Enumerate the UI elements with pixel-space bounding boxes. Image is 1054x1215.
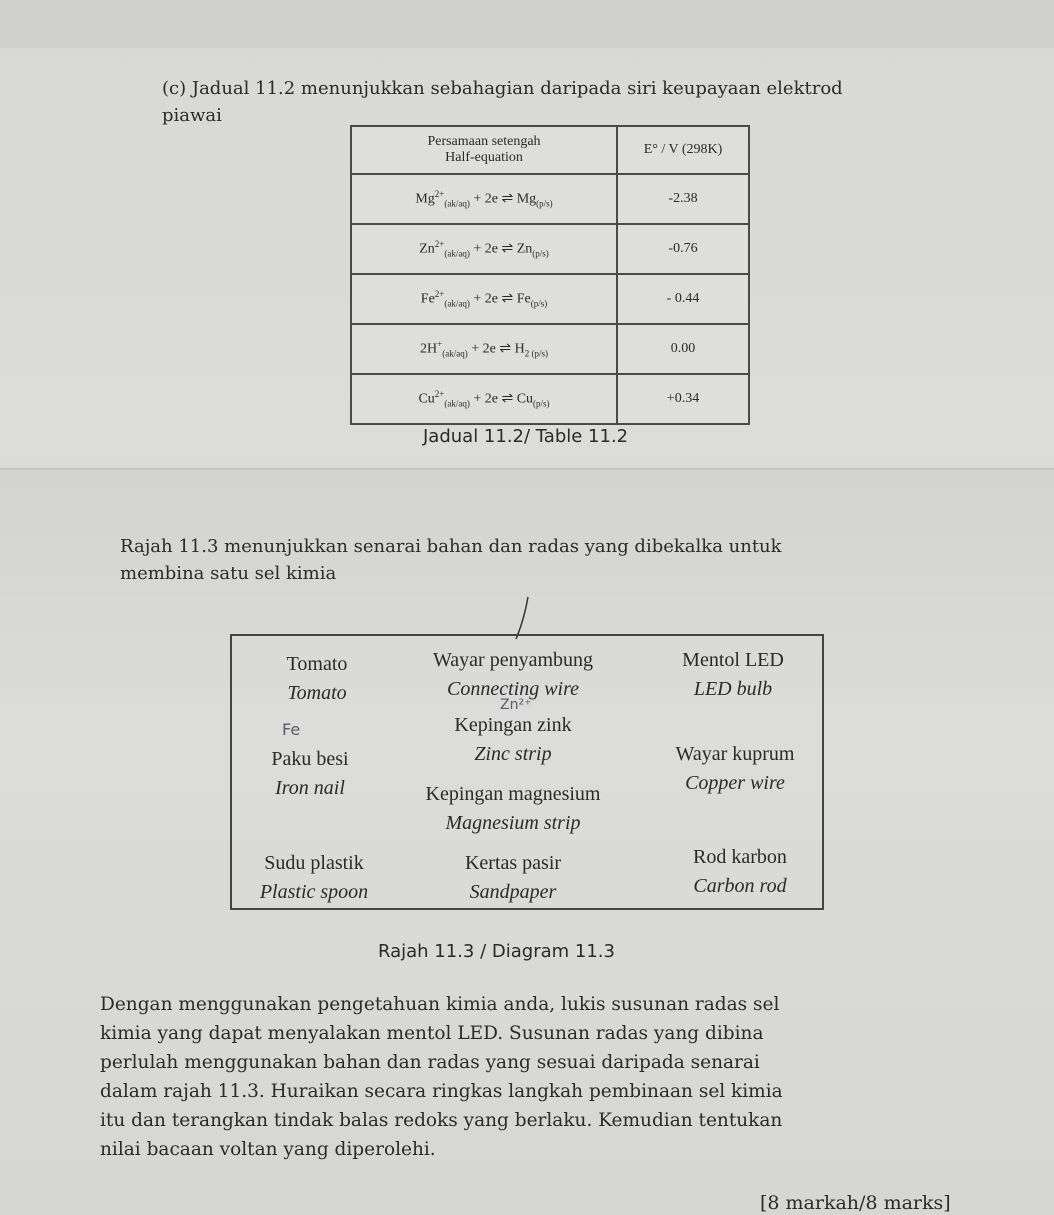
marks: [8 markah/8 marks] — [760, 1192, 951, 1214]
electrode-potential-table — [350, 125, 750, 425]
half-equation — [351, 324, 617, 374]
material-item — [454, 711, 571, 769]
table-row — [351, 224, 749, 274]
material-name-en: Plastic spoon — [259, 881, 369, 903]
material-name-en: Carbon rod — [693, 875, 787, 897]
handwritten-zn: Zn²⁺ — [500, 697, 532, 713]
table-header-row — [351, 126, 749, 174]
product-state: (p/s) — [533, 398, 550, 409]
half-equation — [351, 374, 617, 424]
page-fold — [0, 468, 1054, 470]
material-item — [693, 843, 787, 901]
material-item — [676, 740, 795, 798]
product: H — [514, 341, 525, 357]
question-line: itu dan terangkan tindak balas redoks yang berlaku. Kemudian tentukan — [100, 1110, 783, 1131]
table-caption: Jadual 11.2/ Table 11.2 — [423, 426, 629, 447]
header-half-equation — [351, 126, 617, 174]
material-name-en: Copper wire — [685, 772, 785, 794]
product-state: 2 (p/s) — [524, 348, 548, 359]
material-item — [426, 780, 601, 838]
material-name-ms: Wayar penyambung — [433, 649, 593, 671]
question-line: Dengan menggunakan pengetahuan kimia anda, lukis susunan radas sel — [100, 994, 780, 1015]
question-line: kimia yang dapat menyalakan mentol LED. Susunan radas yang dibina — [100, 1023, 764, 1044]
table-row — [351, 324, 749, 374]
potential-value: 0.00 — [617, 324, 749, 374]
state: (ak/aq) — [444, 248, 470, 259]
product-state: (p/s) — [536, 198, 553, 209]
table-row — [351, 174, 749, 224]
product-state: (p/s) — [532, 248, 549, 259]
material-name-en: Zinc strip — [474, 743, 552, 765]
product: Zn — [516, 241, 533, 257]
material-name-ms: Tomato — [286, 653, 348, 675]
rajah-intro-line-2: membina satu sel kimia — [120, 563, 337, 584]
diagram-caption: Rajah 11.3 / Diagram 11.3 — [378, 941, 615, 962]
material-name-ms: Sudu plastik — [264, 852, 364, 874]
product: Cu — [516, 391, 534, 407]
potential-value: -0.76 — [617, 224, 749, 274]
material-name-ms: Kertas pasir — [464, 852, 562, 874]
header-potential: E° / V (298K) — [617, 126, 749, 174]
half-equation — [351, 174, 617, 224]
potential-value: - 0.44 — [617, 274, 749, 324]
handwritten-fe: Fe — [282, 720, 301, 739]
ion: Fe — [420, 291, 435, 307]
material-name-en: LED bulb — [693, 678, 773, 700]
material-item — [682, 646, 784, 704]
ion: 2H — [420, 341, 438, 357]
electrons: + 2e ⇌ — [473, 241, 514, 257]
state: (ak/aq) — [444, 398, 470, 409]
material-name-ms: Kepingan zink — [454, 714, 572, 736]
header-en: Half-equation — [445, 150, 523, 165]
rajah-intro-line-1: Rajah 11.3 menunjukkan senarai bahan dan radas yang dibekalka untuk — [120, 536, 782, 557]
material-name-ms: Rod karbon — [693, 846, 787, 868]
half-equation — [351, 224, 617, 274]
electrons: + 2e ⇌ — [473, 191, 514, 207]
state: (ak/aq) — [444, 298, 470, 309]
table-row — [351, 374, 749, 424]
charge: 2+ — [434, 289, 445, 300]
material-name-en: Connecting wire — [446, 678, 580, 700]
question-line: perlulah menggunakan bahan dan radas yang sesuai daripada senarai — [100, 1052, 760, 1073]
table-row — [351, 274, 749, 324]
electrons: + 2e ⇌ — [473, 391, 514, 407]
material-name-ms: Paku besi — [271, 748, 349, 770]
material-name-ms: Wayar kuprum — [675, 743, 795, 765]
material-name-en: Sandpaper — [469, 881, 557, 903]
electrons: + 2e ⇌ — [473, 291, 514, 307]
ion: Zn — [419, 241, 435, 257]
intro-line-2: piawai — [162, 105, 222, 126]
ion: Cu — [418, 391, 435, 407]
potential-value: -2.38 — [617, 174, 749, 224]
product: Fe — [516, 291, 531, 307]
ion: Mg — [415, 191, 435, 207]
material-name-en: Tomato — [287, 682, 347, 704]
potential-value: +0.34 — [617, 374, 749, 424]
charge: 2+ — [434, 239, 445, 250]
material-item — [287, 650, 348, 708]
material-name-en: Iron nail — [275, 777, 345, 799]
material-item — [465, 849, 561, 907]
page-top-edge — [0, 0, 1054, 48]
state: (ak/aq) — [444, 198, 470, 209]
state: (ak/aq) — [442, 348, 468, 359]
charge: + — [437, 339, 443, 350]
question-line: nilai bacaan voltan yang diperolehi. — [100, 1139, 436, 1160]
material-item — [271, 745, 348, 803]
material-name-ms: Mentol LED — [682, 649, 784, 671]
question-line: dalam rajah 11.3. Huraikan secara ringkas langkah pembinaan sel kimia — [100, 1081, 783, 1102]
charge: 2+ — [434, 189, 445, 200]
half-equation — [351, 274, 617, 324]
material-item — [260, 849, 368, 907]
charge: 2+ — [434, 389, 445, 400]
product: Mg — [516, 191, 537, 207]
material-item — [433, 646, 593, 704]
material-name-en: Magnesium strip — [445, 812, 581, 834]
question-text — [100, 990, 940, 1164]
intro-line-1: (c) Jadual 11.2 menunjukkan sebahagian daripada siri keupayaan elektrod — [162, 78, 843, 99]
product-state: (p/s) — [530, 298, 548, 309]
material-name-ms: Kepingan magnesium — [425, 783, 601, 805]
header-ms: Persamaan setengah — [427, 134, 541, 149]
electrons: + 2e ⇌ — [471, 341, 512, 357]
